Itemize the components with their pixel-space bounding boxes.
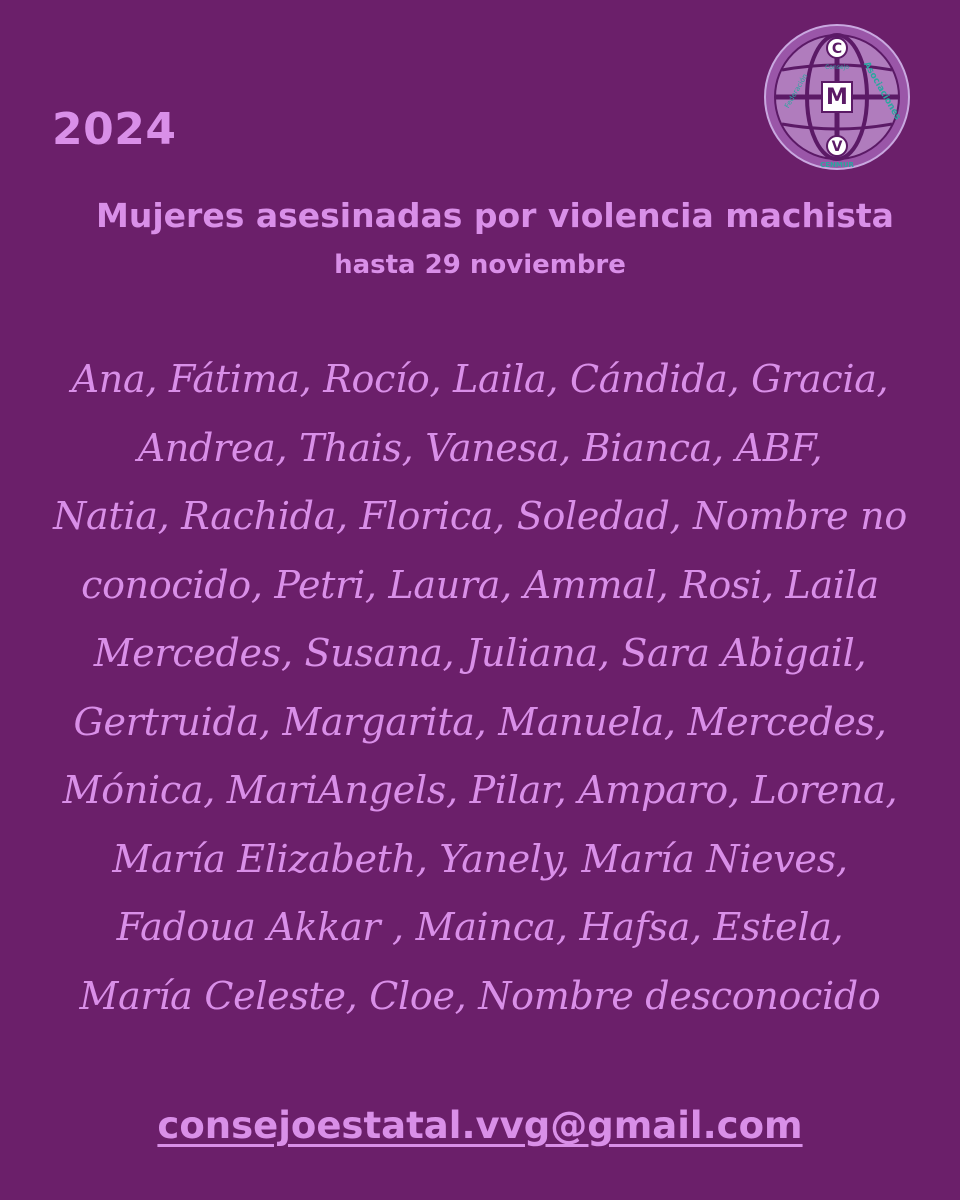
names-line: Mónica, MariAngels, Pilar, Amparo, Lorena, bbox=[62, 768, 898, 812]
names-line: Ana, Fátima, Rocío, Laila, Cándida, Gracia, bbox=[71, 357, 889, 401]
names-list bbox=[40, 345, 920, 1030]
names-line: Andrea, Thais, Vanesa, Bianca, ABF, bbox=[137, 425, 823, 470]
names-line: Fadoua Akkar , Mainca, Hafsa, Estela, bbox=[116, 905, 844, 949]
names-line: Mercedes, Susana, Juliana, Sara Abigail, bbox=[93, 631, 867, 675]
names-line: conocido, Petri, Laura, Ammal, Rosi, Laila bbox=[81, 562, 879, 607]
names-line: Gertruida, Margarita, Manuela, Mercedes, bbox=[73, 699, 887, 744]
names-line: Natia, Rachida, Florica, Soledad, Nombre no bbox=[53, 494, 907, 538]
names-line: María Celeste, Cloe, Nombre desconocido bbox=[79, 973, 881, 1018]
logo-letter-m: M bbox=[826, 85, 848, 110]
contact-email-link[interactable]: consejoestatal.vvg@gmail.com bbox=[157, 1104, 803, 1147]
page-subtitle: hasta 29 noviembre bbox=[334, 250, 626, 280]
logo-letter-v: V bbox=[831, 139, 843, 155]
logo-letter-c: C bbox=[831, 41, 843, 57]
page-title: Mujeres asesinadas por violencia machista bbox=[96, 196, 894, 235]
logo-ring-text-right: Asociaciones bbox=[861, 60, 903, 122]
year-heading: 2024 bbox=[52, 104, 177, 155]
federation-globe-logo-icon bbox=[762, 22, 912, 172]
names-line: María Elizabeth, Yanely, María Nieves, bbox=[112, 836, 848, 881]
logo-ring-text-left: Federación bbox=[783, 72, 810, 110]
logo-ring-text-bottom: CENMUR bbox=[820, 161, 854, 169]
logo-ring-text-top: Consejo bbox=[825, 64, 849, 71]
